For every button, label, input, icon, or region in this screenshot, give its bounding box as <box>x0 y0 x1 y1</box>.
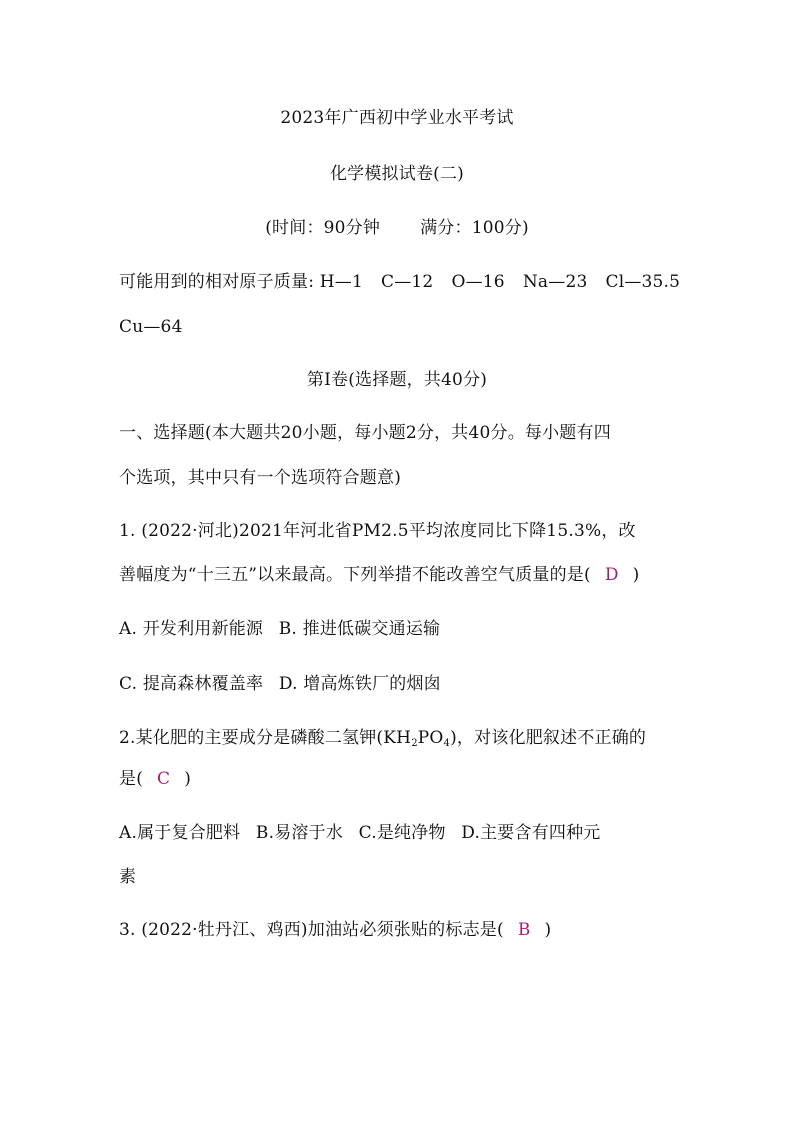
question-1-line1 <box>119 520 679 542</box>
option-c <box>119 673 263 695</box>
exam-meta <box>0 217 794 239</box>
atomic-masses-line <box>119 271 679 293</box>
option-key: A. <box>119 619 138 639</box>
option-key: C. <box>358 823 377 843</box>
question-number: 3. <box>119 920 136 940</box>
atomic-mass-item: C—12 <box>381 272 434 292</box>
atomic-mass-item: Cl—35.5 <box>605 272 681 292</box>
option-a <box>119 618 263 640</box>
atomic-mass-item: Na—23 <box>522 272 588 292</box>
option-d <box>461 823 600 843</box>
score-label: 满分：100分) <box>420 218 529 238</box>
option-c <box>359 822 446 844</box>
option-key: B. <box>278 619 298 639</box>
option-text: 属于复合肥料 <box>137 823 241 843</box>
close-paren: ) <box>184 769 192 789</box>
question-text: (2022·牡丹江、鸡西)加油站必须张贴的标志是( <box>141 920 504 940</box>
option-key: A. <box>119 823 138 843</box>
question-1-options-ab <box>119 618 679 640</box>
section-title: 第Ⅰ卷(选择题，共40分) <box>306 370 488 390</box>
option-text: 提高森林覆盖率 <box>142 674 264 694</box>
question-text: 是( <box>119 769 144 789</box>
atomic-mass-item: H—1 <box>319 272 363 292</box>
section-instructions-line2: 个选项，其中只有一个选项符合题意) <box>119 468 402 488</box>
question-text: (2022·河北)2021年河北省PM2.5平均浓度同比下降15.3%，改 <box>141 521 636 541</box>
question-1-line2 <box>119 564 679 586</box>
atomic-masses-label: 可能用到的相对原子质量: <box>119 272 315 292</box>
section-instructions-line1: 一、选择题(本大题共20小题，每小题2分，共40分。每小题有四 <box>119 423 611 443</box>
answer-letter: C <box>157 769 171 789</box>
answer-letter: B <box>517 920 531 940</box>
subscript: 2 <box>411 738 418 749</box>
question-text: 某化肥的主要成分是磷酸二氢钾(KH <box>135 728 412 748</box>
option-key: D. <box>278 674 298 694</box>
question-text: )，对该化肥叙述不正确的 <box>450 728 647 748</box>
option-text: 开发利用新能源 <box>142 619 264 639</box>
question-number: 1. <box>119 521 136 541</box>
option-b <box>279 618 441 640</box>
option-text: 主要含有四种元 <box>480 823 601 843</box>
option-text: 是纯净物 <box>376 823 446 843</box>
exam-subtitle: 化学模拟试卷(二) <box>329 164 465 184</box>
question-3-line1 <box>119 919 679 941</box>
question-2-line2 <box>119 768 679 790</box>
question-2-line1 <box>119 727 679 749</box>
option-key: C. <box>119 674 138 694</box>
question-2-options-wrap: 素 <box>119 867 137 887</box>
subscript: 4 <box>443 738 451 749</box>
question-number: 2. <box>119 728 136 748</box>
exam-title: 2023年广西初中学业水平考试 <box>280 108 514 128</box>
option-text: 推进低碳交通运输 <box>302 619 441 639</box>
option-key: B. <box>255 823 275 843</box>
question-1-options-cd <box>119 673 679 695</box>
atomic-mass-item: Cu—64 <box>119 317 183 337</box>
close-paren: ) <box>544 920 552 940</box>
option-b <box>256 822 343 844</box>
time-label: (时间：90分钟 <box>265 218 381 238</box>
question-text: 善幅度为“十三五”以来最高。下列举措不能改善空气质量的是( <box>119 565 591 585</box>
option-text: 增高炼铁厂的烟囱 <box>303 674 441 694</box>
option-a <box>119 822 240 844</box>
option-text: 易溶于水 <box>274 823 344 843</box>
atomic-mass-item: O—16 <box>451 272 505 292</box>
option-key: D. <box>461 823 481 843</box>
formula-part: PO <box>417 728 444 748</box>
option-d <box>279 673 441 695</box>
question-2-options <box>119 822 679 844</box>
close-paren: ) <box>632 565 640 585</box>
answer-letter: D <box>604 565 619 585</box>
